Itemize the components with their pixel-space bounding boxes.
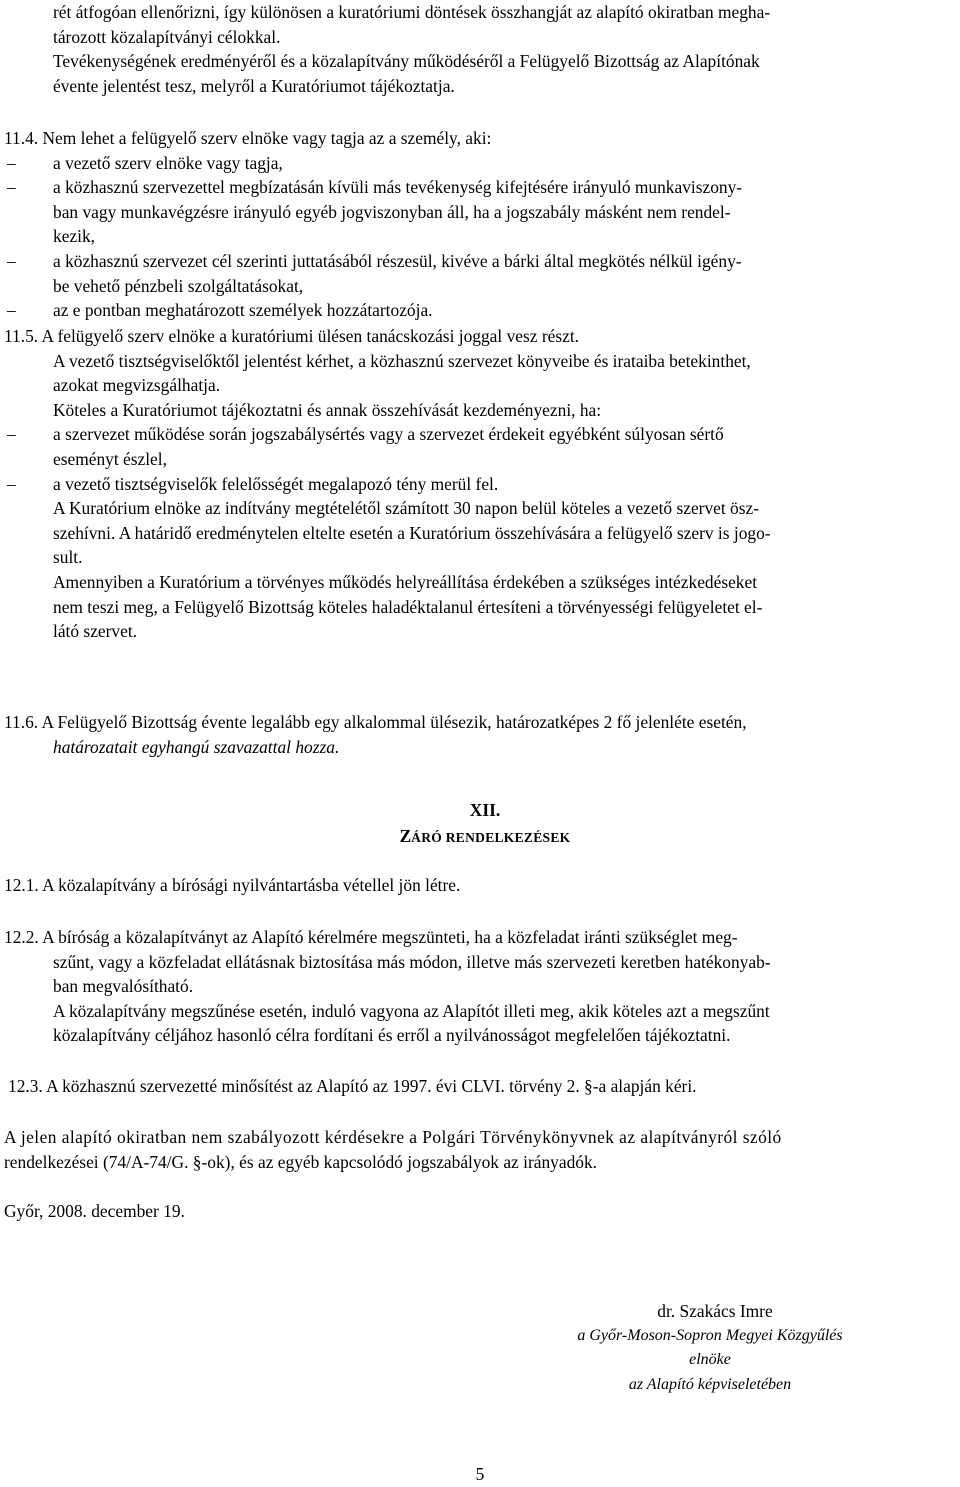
page-number: 5	[475, 1464, 485, 1484]
list-item-text: a vezető szerv elnöke vagy tagja,	[53, 152, 283, 173]
dash-bullet: –	[7, 300, 16, 321]
list-item-text: a szervezet működése során jogszabálysértés vagy a szervezet érdekeit egyébként súlyosan sértő	[53, 424, 724, 445]
paragraph-lead: 11.5. A felügyelő szerv elnöke a kuratóriumi ülésen tanácskozási joggal vesz részt.	[4, 326, 579, 346]
dash-bullet: –	[7, 424, 16, 445]
paragraph-lead: 11.6. A Felügyelő Bizottság évente legalább egy alkalommal ülésezik, határozatképes 2 fő jelenléte esetén,	[4, 712, 747, 732]
text-line: A közalapítvány megszűnése esetén, induló vagyona az Alapítót illeti meg, akik köteles azt a megszűnt	[53, 1000, 770, 1021]
text-line: A vezető tisztségviselőktől jelentést kérhet, a közhasznú szervezet könyveibe és irataiba betekinthet,	[53, 350, 751, 371]
paragraph-12-1	[0, 873, 960, 898]
paragraph-lead: 11.4. Nem lehet a felügyelő szerv elnöke vagy tagja az a személy, aki:	[4, 128, 492, 148]
list-item	[0, 249, 960, 274]
text-line: tározott közalapítványi célokkal.	[53, 26, 281, 47]
closing-paragraph	[0, 1125, 960, 1174]
chapter-title-rest: ÁRÓ RENDELKEZÉSEK	[411, 829, 571, 845]
dash-bullet: –	[7, 152, 16, 173]
list-item	[0, 422, 960, 447]
chapter-number: XII.	[469, 800, 501, 820]
text-line: Tevékenységének eredményéről és a közalapítvány működéséről a Felügyelő Bizottság az Alapítónak	[53, 51, 760, 72]
text-line: Amennyiben a Kuratórium a törvényes működés helyreállítása érdekében a szükséges intézkedéseket	[53, 571, 758, 592]
chapter-title-initial: Z	[399, 825, 412, 846]
list-item-text: az e pontban meghatározott személyek hozzátartozója.	[53, 300, 433, 321]
place-date-text: Győr, 2008. december 19.	[4, 1201, 185, 1221]
list-item	[0, 472, 960, 497]
paragraph-lead: 12.2. A bíróság a közalapítványt az Alapító kérelmére megszünteti, ha a közfeladat iránti szükséglet meg-	[4, 927, 738, 947]
text-line: azokat megvizsgálhatja.	[53, 375, 221, 396]
paragraph-12-2	[0, 925, 960, 1048]
list-item	[0, 298, 960, 323]
list-item-continuation: be vehető pénzbeli szolgáltatásokat,	[53, 275, 304, 296]
text-line: ban megvalósítható.	[53, 976, 194, 997]
signatory-role: az Alapító képviseletében	[628, 1375, 792, 1393]
place-date	[0, 1199, 960, 1224]
chapter-title	[0, 824, 960, 851]
paragraph-lead: 12.3. A közhasznú szervezetté minősítést az Alapító az 1997. évi CLVI. törvény 2. §-a alapján kéri.	[8, 1076, 697, 1096]
list-item	[0, 151, 960, 176]
chapter-heading	[0, 798, 960, 850]
list-item-text: a vezető tisztségviselők felelősségét megalapozó tény merül fel.	[53, 473, 499, 494]
text-line: határozatait egyhangú szavazattal hozza.	[53, 736, 340, 757]
text-line: évente jelentést tesz, melyről a Kuratóriumot tájékoztatja.	[53, 75, 455, 96]
paragraph-11-6	[0, 710, 960, 759]
text-line: rét átfogóan ellenőrizni, így különösen a kuratóriumi döntések összhangját az alapító okiratban megha-	[53, 2, 771, 22]
dash-bullet: –	[7, 473, 16, 494]
paragraph-11-4	[0, 126, 960, 323]
signatory-name: dr. Szakács Imre	[657, 1301, 773, 1321]
text-line: látó szervet.	[53, 621, 138, 642]
list-item-continuation: kezik,	[53, 226, 96, 247]
signatory-role: a Győr-Moson-Sopron Megyei Közgyűlés	[577, 1326, 843, 1344]
paragraph-lead: 12.1. A közalapítvány a bírósági nyilvántartásba vétellel jön létre.	[4, 875, 461, 895]
list-item-text: a közhasznú szervezet cél szerinti juttatásából részesül, kivéve a bárki által megkötés nélkül igény-	[53, 250, 742, 271]
paragraph-12-3	[0, 1074, 960, 1099]
text-line: Köteles a Kuratóriumot tájékoztatni és annak összehívását kezdeményezni, ha:	[53, 399, 602, 420]
text-line: sult.	[53, 547, 83, 568]
text-line: szehívni. A határidő eredménytelen eltelte esetén a Kuratórium összehívására a felügyelő szerv is jogo-	[53, 522, 771, 543]
list-item-continuation: ban vagy munkavégzésre irányuló egyéb jogviszonyban áll, ha a jogszabály másként nem rendel-	[53, 201, 731, 222]
text-line: szűnt, vagy a közfeladat ellátásnak biztosítása más módon, illetve más szervezeti keretben hatékonyab-	[53, 951, 771, 972]
dash-bullet: –	[7, 177, 16, 198]
signature-block	[540, 1299, 880, 1397]
paragraph-11-5	[0, 324, 960, 644]
paragraph-11-3-continuation	[0, 0, 960, 98]
text-line: A jelen alapító okiratban nem szabályozott kérdésekre a Polgári Törvénykönyvnek az alapítványról szóló	[4, 1127, 782, 1147]
list-item-continuation: eseményt észlel,	[53, 448, 167, 469]
text-line: nem teszi meg, a Felügyelő Bizottság köteles haladéktalanul értesíteni a törvényességi felügyeletet el-	[53, 596, 763, 617]
signatory-role: elnöke	[689, 1351, 731, 1369]
text-line: A Kuratórium elnöke az indítvány megtételétől számított 30 napon belül köteles a vezető szervet ösz-	[53, 498, 760, 519]
dash-bullet: –	[7, 250, 16, 271]
text-line: rendelkezései (74/A-74/G. §-ok), és az egyéb kapcsolódó jogszabályok az irányadók.	[4, 1151, 597, 1172]
text-line: közalapítvány céljához hasonló célra fordítani és erről a nyilvánosságot megfelelően tájékoztatni.	[53, 1025, 731, 1046]
list-item-text: a közhasznú szervezettel megbízatásán kívüli más tevékenység kifejtésére irányuló munkaviszony-	[53, 177, 743, 198]
list-item	[0, 175, 960, 200]
